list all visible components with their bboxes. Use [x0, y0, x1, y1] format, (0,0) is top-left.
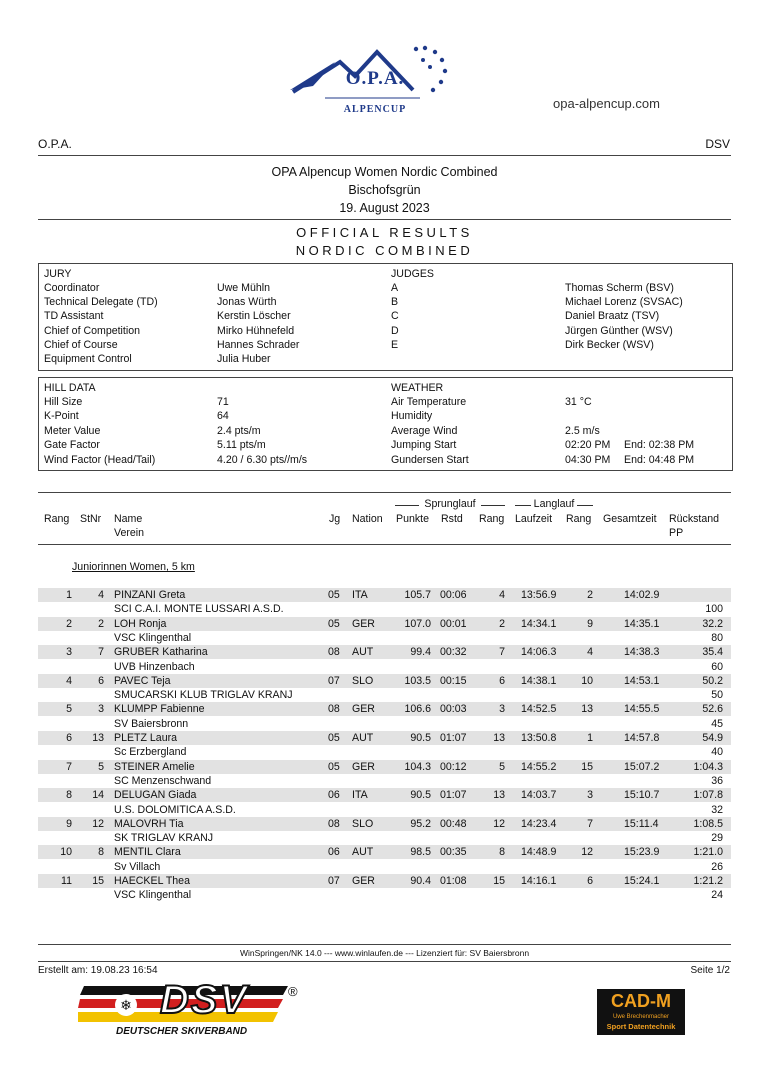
cell-jg: 08: [328, 646, 340, 659]
cell-punkte: 106.6: [404, 703, 431, 716]
cell-nation: SLO: [352, 817, 374, 830]
cell-nation: GER: [352, 703, 375, 716]
cadm-sub2: Sport Datentechnik: [606, 1022, 676, 1031]
cell-nation: AUT: [352, 732, 374, 744]
hill-value: 71: [217, 396, 229, 408]
cell-rang: 4: [66, 674, 72, 687]
judge-letter: D: [391, 325, 399, 337]
jury-role: Equipment Control: [44, 353, 132, 365]
cell-jg: 08: [328, 817, 340, 830]
cell-punkte: 90.4: [410, 875, 431, 887]
cell-laufzeit: 13:56.9: [521, 589, 557, 601]
opa-logo-text: O.P.A.: [345, 68, 405, 89]
judge-name: Jürgen Günther (WSV): [565, 325, 673, 337]
jury-role: Chief of Course: [44, 339, 118, 351]
table-row-club: [38, 774, 731, 788]
event-place: Bischofsgrün: [348, 183, 421, 197]
cell-stnr: 3: [98, 703, 104, 716]
dsv-subtitle: DEUTSCHER SKIVERBAND: [116, 1026, 248, 1037]
langlauf-group: [515, 498, 593, 512]
jury-name: Jonas Würth: [217, 296, 277, 308]
cell-club: UVB Hinzenbach: [114, 660, 195, 673]
cell-stnr: 15: [92, 875, 104, 887]
cell-nation: GER: [352, 617, 375, 630]
cell-pp: 40: [711, 746, 723, 759]
hill-label: Meter Value: [44, 425, 101, 437]
hill-value: 64: [217, 410, 229, 422]
cell-pp: 50: [711, 689, 723, 702]
cell-pp: 24: [711, 889, 723, 902]
website-link[interactable]: opa-alpencup.com: [553, 96, 660, 111]
weather-label: Air Temperature: [391, 396, 467, 408]
weather-label: Humidity: [391, 410, 433, 422]
col-verein: Verein: [114, 527, 145, 539]
table-row: [38, 731, 731, 745]
cell-lrang: 12: [581, 846, 593, 859]
cell-punkte: 104.3: [404, 760, 431, 773]
hill-weather-box: [38, 377, 733, 471]
hill-label: Wind Factor (Head/Tail): [44, 454, 156, 466]
judges-heading: JUDGES: [391, 268, 434, 280]
cell-name: HAECKEL Thea: [114, 875, 190, 887]
cell-nation: GER: [352, 760, 375, 773]
cell-lrang: 3: [587, 789, 593, 802]
cell-rueckstand: 52.6: [702, 703, 723, 716]
table-row-club: [38, 688, 731, 702]
cell-jrang: 13: [493, 732, 505, 744]
col-gesamtzeit: Gesamtzeit: [603, 513, 657, 525]
cell-gesamt: 14:35.1: [624, 617, 660, 630]
cell-laufzeit: 14:06.3: [521, 646, 557, 659]
cell-jrang: 3: [499, 703, 505, 716]
cell-rstd: 01:08: [440, 875, 467, 887]
hill-label: Gate Factor: [44, 439, 100, 451]
col-name: Name: [114, 513, 143, 525]
cell-punkte: 98.5: [410, 846, 431, 859]
cell-gesamt: 15:10.7: [624, 789, 660, 802]
cell-rstd: 00:01: [440, 617, 467, 630]
hill-heading: HILL DATA: [44, 382, 96, 394]
cell-jrang: 7: [499, 646, 505, 659]
cell-jrang: 2: [499, 617, 505, 630]
sprunglauf-group: [395, 498, 505, 512]
cell-stnr: 4: [98, 589, 104, 601]
weather-value: 02:20 PM: [565, 439, 611, 451]
judge-letter: A: [391, 282, 399, 294]
cell-jg: 06: [328, 846, 340, 859]
cell-rang: 6: [66, 732, 72, 744]
cell-nation: AUT: [352, 646, 374, 659]
jury-role: Chief of Competition: [44, 325, 140, 337]
col-punkte: Punkte: [396, 513, 429, 525]
cell-punkte: 99.4: [410, 646, 431, 659]
cell-club: VSC Klingenthal: [114, 631, 192, 644]
table-row: [38, 760, 731, 774]
cell-rstd: 00:48: [440, 817, 467, 830]
cell-gesamt: 14:38.3: [624, 646, 660, 659]
hill-value: 5.11 pts/m: [217, 439, 266, 451]
cell-name: LOH Ronja: [114, 617, 167, 630]
cell-gesamt: 15:07.2: [624, 760, 660, 773]
cell-rang: 5: [66, 703, 72, 716]
cell-stnr: 14: [92, 789, 104, 802]
cell-name: PINZANI Greta: [114, 589, 186, 601]
weather-label: Jumping Start: [391, 439, 457, 451]
org-left: O.P.A.: [38, 137, 72, 151]
col-laufzeit: Laufzeit: [515, 513, 553, 525]
cell-rueckstand: 1:04.3: [693, 760, 723, 773]
cell-jg: 05: [328, 617, 340, 630]
jury-name: Hannes Schrader: [217, 339, 300, 351]
table-row-club: [38, 860, 731, 874]
jury-heading: JURY: [44, 268, 72, 280]
opa-logo: [285, 40, 460, 120]
cell-rang: 10: [60, 846, 72, 859]
jury-name: Julia Huber: [217, 353, 271, 365]
judge-name: Thomas Scherm (BSV): [565, 282, 674, 294]
cell-nation: GER: [352, 875, 375, 887]
cell-stnr: 8: [98, 846, 104, 859]
cell-stnr: 12: [92, 817, 104, 830]
col-stnr: StNr: [80, 513, 102, 525]
cell-name: GRUBER Katharina: [114, 646, 208, 659]
cell-club: U.S. DOLOMITICA A.S.D.: [114, 803, 236, 816]
cell-gesamt: 14:53.1: [624, 674, 660, 687]
cell-laufzeit: 14:23.4: [521, 817, 557, 830]
software-line: WinSpringen/NK 14.0 --- www.winlaufen.de --- Lizenziert für: SV Baiersbronn: [239, 948, 530, 958]
hill-value: 4.20 / 6.30 pts//m/s: [217, 454, 308, 466]
cell-jg: 05: [328, 732, 340, 744]
cell-rueckstand: 54.9: [702, 732, 723, 744]
cell-nation: ITA: [352, 789, 368, 802]
cell-punkte: 90.5: [410, 732, 431, 744]
cell-pp: 32: [711, 803, 723, 816]
cell-lrang: 4: [587, 646, 593, 659]
judge-name: Dirk Becker (WSV): [565, 339, 654, 351]
cell-pp: 45: [711, 717, 723, 730]
cell-lrang: 2: [587, 589, 593, 601]
col-rang: Rang: [44, 513, 70, 525]
judge-letter: C: [391, 310, 399, 322]
hill-value: 2.4 pts/m: [217, 425, 261, 437]
cell-name: STEINER Amelie: [114, 760, 195, 773]
discipline-title: NORDIC COMBINED: [295, 243, 474, 258]
table-row-club: [38, 831, 731, 845]
cadm-title: CAD-M: [611, 991, 671, 1011]
judge-name: Michael Lorenz (SVSAC): [565, 296, 683, 308]
table-row: [38, 817, 731, 831]
cell-rstd: 00:35: [440, 846, 467, 859]
cell-gesamt: 14:02.9: [624, 589, 660, 601]
cell-laufzeit: 14:34.1: [521, 617, 557, 630]
dsv-logo-text: DSV: [160, 978, 249, 1022]
cell-jrang: 13: [493, 789, 505, 802]
cell-nation: ITA: [352, 589, 368, 601]
page-number: Seite 1/2: [690, 965, 730, 976]
weather-label: Gundersen Start: [391, 454, 469, 466]
jury-box: [38, 263, 733, 371]
cell-laufzeit: 14:48.9: [521, 846, 557, 859]
cadm-logo: [597, 989, 685, 1035]
col-pp: PP: [669, 527, 684, 539]
cell-pp: 60: [711, 660, 723, 673]
cell-club: SC Menzenschwand: [114, 774, 212, 787]
cell-punkte: 103.5: [404, 674, 431, 687]
cell-punkte: 95.2: [410, 817, 431, 830]
cell-rang: 2: [66, 617, 72, 630]
cell-name: PLETZ Laura: [114, 732, 178, 744]
cell-gesamt: 15:24.1: [624, 875, 660, 887]
col-jump-rang: Rang: [479, 513, 505, 525]
cell-club: SV Baiersbronn: [114, 717, 189, 730]
event-date: 19. August 2023: [339, 201, 430, 215]
cell-club: SK TRIGLAV KRANJ: [114, 832, 214, 845]
registered-icon: ®: [288, 984, 298, 999]
cell-jrang: 12: [493, 817, 505, 830]
jury-name: Kerstin Löscher: [217, 310, 291, 322]
weather-extra: End: 04:48 PM: [624, 454, 695, 466]
table-row: [38, 617, 731, 631]
col-rstd: Rstd: [441, 513, 463, 525]
cell-nation: AUT: [352, 846, 374, 859]
weather-value: 04:30 PM: [565, 454, 611, 466]
hill-label: K-Point: [44, 410, 79, 422]
cell-jrang: 8: [499, 846, 505, 859]
cell-rueckstand: 1:21.2: [693, 875, 723, 887]
cell-nation: SLO: [352, 674, 374, 687]
cell-stnr: 7: [98, 646, 104, 659]
jury-name: Uwe Mühln: [217, 282, 270, 294]
cell-jg: 08: [328, 703, 340, 716]
weather-value: 2.5 m/s: [565, 425, 600, 437]
cell-gesamt: 14:57.8: [624, 732, 660, 744]
cell-laufzeit: 14:55.2: [521, 760, 557, 773]
cell-gesamt: 15:11.4: [624, 817, 659, 830]
cell-gesamt: 14:55.5: [624, 703, 660, 716]
weather-label: Average Wind: [391, 425, 458, 437]
cell-laufzeit: 14:52.5: [521, 703, 557, 716]
cell-laufzeit: 13:50.8: [521, 732, 557, 744]
cell-punkte: 107.0: [404, 617, 431, 630]
table-row: [38, 702, 731, 716]
cell-laufzeit: 14:38.1: [521, 674, 557, 687]
col-nation: Nation: [352, 513, 383, 525]
org-right: DSV: [705, 137, 730, 151]
cell-laufzeit: 14:16.1: [521, 875, 557, 887]
col-lang-rang: Rang: [566, 513, 592, 525]
results-title: OFFICIAL RESULTS: [296, 225, 473, 240]
weather-extra: End: 02:38 PM: [624, 439, 695, 451]
cell-club: SCI C.A.I. MONTE LUSSARI A.S.D.: [114, 603, 284, 616]
cell-punkte: 105.7: [404, 589, 431, 601]
cell-rang: 1: [66, 589, 72, 601]
table-row-club: [38, 888, 731, 902]
table-row-club: [38, 745, 731, 759]
cell-lrang: 15: [581, 760, 593, 773]
cell-name: MENTIL Clara: [114, 846, 181, 859]
cell-pp: 36: [711, 774, 723, 787]
event-heading: [38, 163, 731, 217]
jury-name: Mirko Hühnefeld: [217, 325, 295, 337]
cell-rang: 7: [66, 760, 72, 773]
cell-jg: 06: [328, 789, 340, 802]
table-row: [38, 588, 731, 602]
cell-rueckstand: 1:21.0: [693, 846, 723, 859]
weather-heading: WEATHER: [391, 382, 444, 394]
table-row: [38, 874, 731, 888]
cell-club: Sc Erzbergland: [114, 746, 187, 759]
cell-lrang: 13: [581, 703, 593, 716]
cell-jg: 05: [328, 589, 340, 601]
cell-rang: 9: [66, 817, 72, 830]
cell-jrang: 4: [499, 589, 505, 601]
jury-role: Technical Delegate (TD): [44, 296, 158, 308]
cell-rstd: 00:03: [440, 703, 467, 716]
cell-pp: 26: [711, 860, 723, 873]
jury-role: TD Assistant: [44, 310, 104, 322]
cell-rueckstand: 32.2: [702, 617, 723, 630]
table-row: [38, 674, 731, 688]
cell-name: DELUGAN Giada: [114, 789, 197, 802]
judge-name: Daniel Braatz (TSV): [565, 310, 660, 322]
cell-rueckstand: 1:08.5: [693, 817, 723, 830]
weather-value: 31 °C: [565, 396, 592, 408]
event-title: OPA Alpencup Women Nordic Combined: [271, 165, 498, 179]
cell-rstd: 00:32: [440, 646, 467, 659]
table-row-club: [38, 660, 731, 674]
category-label: Juniorinnen Women, 5 km: [72, 561, 195, 573]
judge-letter: E: [391, 339, 399, 351]
table-row: [38, 788, 731, 802]
cell-stnr: 13: [92, 732, 104, 744]
cell-gesamt: 15:23.9: [624, 846, 660, 859]
cell-club: VSC Klingenthal: [114, 889, 192, 902]
cell-rstd: 01:07: [440, 732, 467, 744]
table-row-club: [38, 631, 731, 645]
cell-punkte: 90.5: [410, 789, 431, 802]
cell-rang: 3: [66, 646, 72, 659]
table-row-club: [38, 602, 731, 616]
cell-club: SMUCARSKI KLUB TRIGLAV KRANJ: [114, 689, 293, 702]
cell-jrang: 5: [499, 760, 505, 773]
cell-lrang: 1: [587, 732, 593, 744]
sprunglauf-label: Sprunglauf: [424, 498, 476, 510]
table-row: [38, 845, 731, 859]
cell-rueckstand: 50.2: [702, 674, 723, 687]
cell-stnr: 6: [98, 674, 104, 687]
svg-text:❄: ❄: [120, 998, 132, 1014]
cadm-sub1: Uwe Brechenmacher: [612, 1014, 670, 1020]
hill-label: Hill Size: [44, 396, 83, 408]
langlauf-label: Langlauf: [533, 498, 575, 510]
cell-rang: 8: [66, 789, 72, 802]
cell-pp: 29: [711, 832, 723, 845]
cell-rstd: 00:06: [440, 589, 467, 601]
table-row: [38, 645, 731, 659]
cell-jrang: 15: [493, 875, 505, 887]
cell-rueckstand: 35.4: [702, 646, 723, 659]
judge-letter: B: [391, 296, 399, 308]
dsv-logo: [78, 978, 303, 1039]
cell-jrang: 6: [499, 674, 505, 687]
cell-stnr: 5: [98, 760, 104, 773]
opa-logo-subtext: ALPENCUP: [343, 104, 407, 115]
col-rueckstand: Rückstand: [669, 513, 720, 525]
jury-role: Coordinator: [44, 282, 100, 294]
cell-lrang: 6: [587, 875, 593, 887]
table-row-club: [38, 717, 731, 731]
cell-stnr: 2: [98, 617, 104, 630]
cell-lrang: 10: [581, 674, 593, 687]
cell-rstd: 00:12: [440, 760, 467, 773]
table-row-club: [38, 803, 731, 817]
cell-lrang: 7: [587, 817, 593, 830]
cell-rueckstand: 1:07.8: [693, 789, 723, 802]
cell-pp: 100: [705, 603, 723, 616]
cell-pp: 80: [711, 631, 723, 644]
cell-rstd: 01:07: [440, 789, 467, 802]
cell-name: PAVEC Teja: [114, 674, 171, 687]
cell-rang: 11: [61, 875, 72, 887]
cell-name: MALOVRH Tia: [114, 817, 184, 830]
cell-jg: 07: [328, 674, 340, 687]
cell-lrang: 9: [587, 617, 593, 630]
cell-club: Sv Villach: [114, 860, 161, 873]
cell-name: KLUMPP Fabienne: [114, 703, 205, 716]
cell-jg: 07: [328, 875, 340, 887]
col-jg: Jg: [329, 513, 341, 525]
cell-jg: 05: [328, 760, 340, 773]
created-date: Erstellt am: 19.08.23 16:54: [38, 965, 158, 976]
cell-laufzeit: 14:03.7: [521, 789, 557, 802]
cell-rstd: 00:15: [440, 674, 467, 687]
